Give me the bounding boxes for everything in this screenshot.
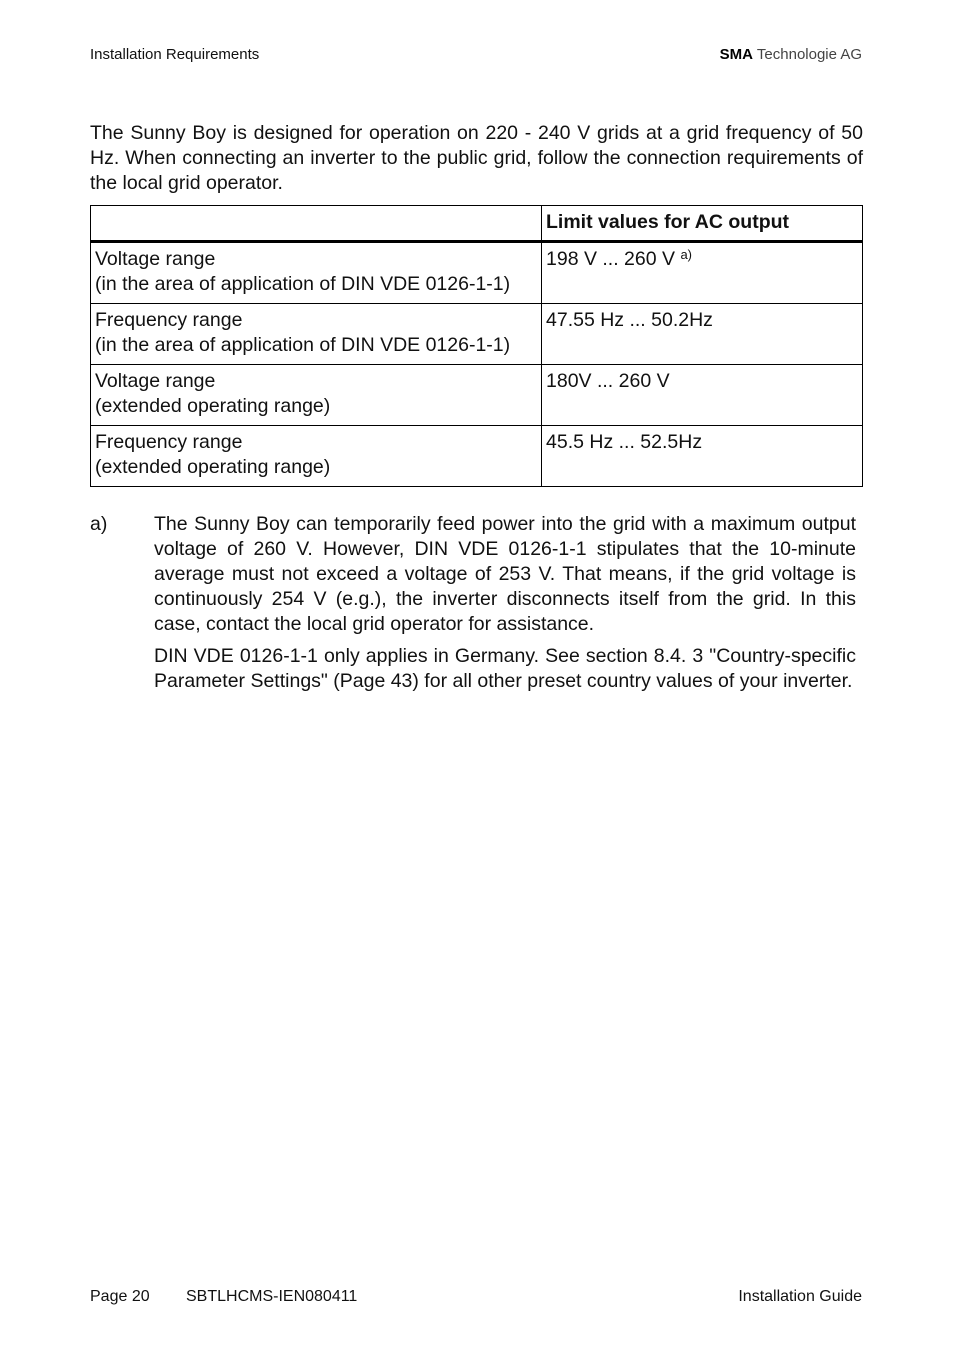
limit-value: 198 V ... 260 V xyxy=(546,248,676,270)
parameter-name: Frequency range xyxy=(95,309,243,331)
value-cell xyxy=(542,304,863,365)
table-row xyxy=(91,426,863,487)
column-header-limits: Limit values for AC output xyxy=(542,206,863,242)
header-section-title: Installation Requirements xyxy=(90,46,260,63)
table-row xyxy=(91,242,863,304)
footer-page-number: Page 20 xyxy=(90,1288,150,1305)
company-name: Technologie AG xyxy=(756,46,862,63)
limit-value: 180V ... 260 V xyxy=(546,370,670,392)
footer-document-code: SBTLHCMS-IEN080411 xyxy=(186,1288,358,1305)
limit-value: 45.5 Hz ... 52.5Hz xyxy=(546,431,703,453)
intro-paragraph: The Sunny Boy is designed for operation on 220 - 240 V grids at a grid frequency of 50 Hz. When connecting an inverter to the public grid, follow the connection requirements of the local grid operator. xyxy=(90,122,863,194)
value-cell xyxy=(542,365,863,426)
footnote-ref: a) xyxy=(680,247,692,262)
table-row xyxy=(91,304,863,365)
parameter-name: Frequency range xyxy=(95,431,243,453)
table-row xyxy=(91,365,863,426)
parameter-context: (extended operating range) xyxy=(95,456,331,478)
limit-value: 47.55 Hz ... 50.2Hz xyxy=(546,309,713,331)
parameter-context: (extended operating range) xyxy=(95,395,331,417)
parameter-name: Voltage range xyxy=(95,370,216,392)
footnote-body xyxy=(154,512,856,694)
parameter-cell xyxy=(91,426,542,487)
value-cell xyxy=(542,426,863,487)
column-header-parameter xyxy=(91,206,542,242)
value-cell xyxy=(542,242,863,304)
parameter-context: (in the area of application of DIN VDE 0126-1-1) xyxy=(95,334,511,356)
footnote-paragraph-1: The Sunny Boy can temporarily feed power into the grid with a maximum output voltage of 260 V. However, DIN VDE 0126-1-1 stipulates that the 10-minute average must not exceed a voltage of 253 V. That means, if the grid voltage is continuously 254 V (e.g.), the inverter disconnects itself from the grid. In this case, contact the local grid operator for assistance. xyxy=(154,513,856,635)
parameter-name: Voltage range xyxy=(95,248,216,270)
table-header-row xyxy=(91,206,863,242)
footnote-paragraph-2: DIN VDE 0126-1-1 only applies in Germany. See section 8.4. 3 "Country-specific Parameter Settings" (Page 43) for all other preset country values of your inverter. xyxy=(154,645,856,692)
footnote-marker: a) xyxy=(90,513,108,535)
footer-document-title: Installation Guide xyxy=(738,1288,862,1305)
parameter-cell xyxy=(91,242,542,304)
brand-name: SMA xyxy=(719,46,754,63)
parameter-context: (in the area of application of DIN VDE 0126-1-1) xyxy=(95,273,511,295)
parameter-cell xyxy=(91,365,542,426)
ac-limits-table xyxy=(90,205,863,487)
header-company xyxy=(720,46,862,63)
footnote-a xyxy=(90,512,856,701)
parameter-cell xyxy=(91,304,542,365)
